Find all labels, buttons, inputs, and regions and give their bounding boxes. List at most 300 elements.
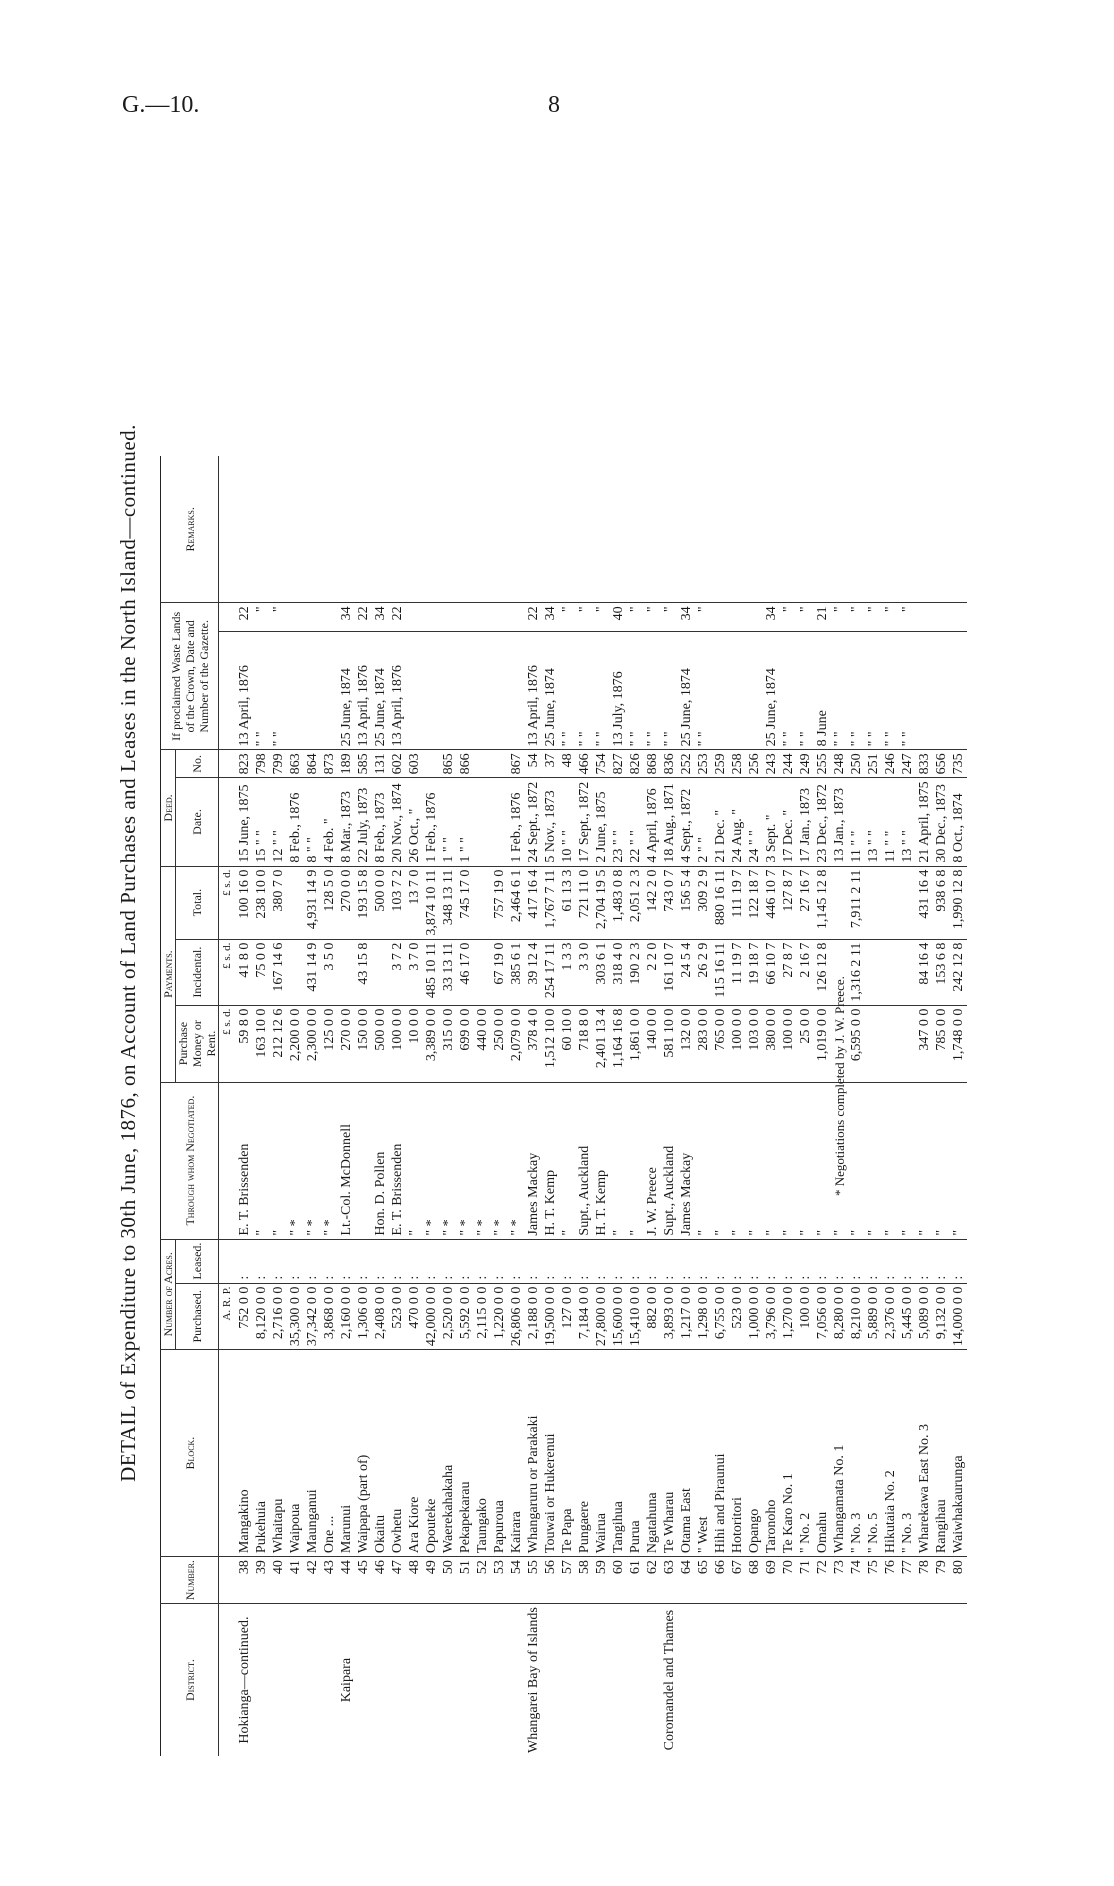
acres-leased-cell: : — [457, 1239, 474, 1283]
remarks-cell — [695, 456, 712, 603]
incidental-cell: 84 16 4 — [916, 939, 933, 1005]
block-cell: Whangaruru or Parakaki — [525, 1350, 542, 1557]
acres-leased-cell: : — [661, 1239, 678, 1283]
deed-no-cell: 865 — [440, 750, 457, 778]
gazette-no-cell — [950, 603, 967, 631]
number-cell: 45 — [355, 1557, 372, 1604]
incidental-cell: 242 12 8 — [950, 939, 967, 1005]
gazette-no-cell: " — [780, 603, 797, 631]
remarks-cell — [627, 456, 644, 603]
block-cell: Te Wharau — [661, 1350, 678, 1557]
through-cell: " — [950, 1082, 967, 1239]
purchase-money-cell — [882, 1005, 899, 1082]
purchase-money-cell: 270 0 0 — [338, 1005, 355, 1082]
gazette-no-cell — [933, 603, 950, 631]
acres-leased-cell: : — [491, 1239, 508, 1283]
table-row — [253, 456, 270, 1756]
block-cell: Touwai or Hukerenui — [542, 1350, 559, 1557]
remarks-cell — [338, 456, 355, 603]
district-cell — [899, 1604, 916, 1756]
through-cell — [355, 1082, 372, 1239]
gazette-date-cell — [746, 631, 763, 750]
incidental-cell: 19 18 7 — [746, 939, 763, 1005]
table-row — [423, 456, 440, 1756]
total-cell: 417 16 4 — [525, 866, 542, 939]
block-cell: Wharekawa East No. 3 — [916, 1350, 933, 1557]
gazette-no-cell — [916, 603, 933, 631]
acres-purchased-cell: 27,800 0 0 — [593, 1283, 610, 1350]
total-cell: 2,704 19 5 — [593, 866, 610, 939]
deed-no-cell: 836 — [661, 750, 678, 778]
gazette-date-cell: 25 June, 1874 — [763, 631, 780, 750]
units-total: £ s. d. — [219, 866, 237, 939]
acres-leased-cell: : — [576, 1239, 593, 1283]
through-cell: " — [831, 1082, 848, 1239]
table-title: DETAIL of Expenditure to 30th June, 1876, on Account of Land Purchases and Leases in the North Island—continued. — [116, 424, 140, 1482]
through-cell: " — [848, 1082, 865, 1239]
remarks-cell — [389, 456, 406, 603]
through-cell: " — [780, 1082, 797, 1239]
header-purchase-money: Purchase Money or Rent. — [176, 1005, 219, 1082]
acres-leased-cell: : — [627, 1239, 644, 1283]
through-cell: " — [933, 1082, 950, 1239]
number-cell: 64 — [678, 1557, 695, 1604]
total-cell: 2,464 6 1 — [508, 866, 525, 939]
block-cell: Hikutaia No. 2 — [882, 1350, 899, 1557]
gazette-date-cell: 25 June, 1874 — [678, 631, 695, 750]
deed-date-cell — [491, 778, 508, 866]
acres-leased-cell: : — [372, 1239, 389, 1283]
purchase-money-cell: 2,401 13 4 — [593, 1005, 610, 1082]
acres-purchased-cell: 3,868 0 0 — [321, 1283, 338, 1350]
gazette-no-cell: " — [270, 603, 287, 631]
acres-purchased-cell: 7,184 0 0 — [576, 1283, 593, 1350]
gazette-no-cell — [321, 603, 338, 631]
acres-leased-cell: : — [933, 1239, 950, 1283]
gazette-no-cell: " — [848, 603, 865, 631]
header-gazette: If proclaimed Waste Lands of the Crown, Date and Number of the Gazette. — [161, 603, 219, 750]
acres-leased-cell: : — [882, 1239, 899, 1283]
through-cell: " — [406, 1082, 423, 1239]
gazette-date-cell: " " — [253, 631, 270, 750]
acres-leased-cell: : — [287, 1239, 304, 1283]
gazette-no-cell: " — [644, 603, 661, 631]
number-cell: 65 — [695, 1557, 712, 1604]
total-cell: 745 17 0 — [457, 866, 474, 939]
through-cell: James Mackay — [678, 1082, 695, 1239]
acres-purchased-cell: 2,160 0 0 — [338, 1283, 355, 1350]
gazette-date-cell: " " — [270, 631, 287, 750]
district-cell — [865, 1604, 882, 1756]
gazette-date-cell — [491, 631, 508, 750]
gazette-no-cell — [729, 603, 746, 631]
remarks-cell — [253, 456, 270, 603]
number-cell: 58 — [576, 1557, 593, 1604]
acres-purchased-cell: 1,306 0 0 — [355, 1283, 372, 1350]
incidental-cell: 66 10 7 — [763, 939, 780, 1005]
acres-purchased-cell: 882 0 0 — [644, 1283, 661, 1350]
acres-leased-cell: : — [355, 1239, 372, 1283]
through-cell: Lt.-Col. McDonnell — [338, 1082, 355, 1239]
district-cell — [287, 1604, 304, 1756]
remarks-cell — [593, 456, 610, 603]
purchase-money-cell: 440 0 0 — [474, 1005, 491, 1082]
remarks-cell — [865, 456, 882, 603]
acres-purchased-cell: 2,716 0 0 — [270, 1283, 287, 1350]
block-cell: Te Karo No. 1 — [780, 1350, 797, 1557]
acres-purchased-cell: 3,893 0 0 — [661, 1283, 678, 1350]
acres-leased-cell: : — [559, 1239, 576, 1283]
total-cell: 1,767 7 11 — [542, 866, 559, 939]
total-cell: 2,051 2 3 — [627, 866, 644, 939]
total-cell: 500 0 0 — [372, 866, 389, 939]
district-cell — [746, 1604, 763, 1756]
through-cell: Supt., Auckland — [661, 1082, 678, 1239]
incidental-cell: 3 5 0 — [321, 939, 338, 1005]
remarks-cell — [287, 456, 304, 603]
deed-no-cell: 189 — [338, 750, 355, 778]
acres-purchased-cell: 1,298 0 0 — [695, 1283, 712, 1350]
deed-date-cell: 30 Dec., 1873 — [933, 778, 950, 866]
total-cell: 380 7 0 — [270, 866, 287, 939]
deed-date-cell: 20 Nov., 1874 — [389, 778, 406, 866]
gazette-no-cell — [508, 603, 525, 631]
district-cell — [644, 1604, 661, 1756]
acres-leased-cell: : — [338, 1239, 355, 1283]
deed-no-cell: 656 — [933, 750, 950, 778]
incidental-cell — [882, 939, 899, 1005]
total-cell: 122 18 7 — [746, 866, 763, 939]
purchase-money-cell: 59 8 0 — [236, 1005, 253, 1082]
block-cell: Waipapa (part of) — [355, 1350, 372, 1557]
district-cell — [933, 1604, 950, 1756]
remarks-cell — [576, 456, 593, 603]
header-deed: Deed. — [161, 750, 176, 866]
gazette-no-cell: 34 — [678, 603, 695, 631]
deed-date-cell: 11 " " — [882, 778, 899, 866]
table-row — [746, 456, 763, 1756]
district-cell: Kaipara — [338, 1604, 355, 1756]
deed-no-cell: 251 — [865, 750, 882, 778]
remarks-cell — [304, 456, 321, 603]
remarks-cell — [644, 456, 661, 603]
deed-date-cell: 5 Nov., 1873 — [542, 778, 559, 866]
acres-leased-cell: : — [644, 1239, 661, 1283]
incidental-cell: 431 14 9 — [304, 939, 321, 1005]
gazette-no-cell — [287, 603, 304, 631]
deed-no-cell: 873 — [321, 750, 338, 778]
through-cell: James Mackay — [525, 1082, 542, 1239]
through-cell: " * — [457, 1082, 474, 1239]
gazette-date-cell: 25 June, 1874 — [542, 631, 559, 750]
table-row — [440, 456, 457, 1756]
gazette-date-cell: " " — [644, 631, 661, 750]
acres-purchased-cell: 2,188 0 0 — [525, 1283, 542, 1350]
table-row — [372, 456, 389, 1756]
number-cell: 69 — [763, 1557, 780, 1604]
total-cell: 61 13 3 — [559, 866, 576, 939]
deed-no-cell: 259 — [712, 750, 729, 778]
acres-leased-cell: : — [797, 1239, 814, 1283]
gazette-date-cell: 13 April, 1876 — [355, 631, 372, 750]
acres-purchased-cell: 42,000 0 0 — [423, 1283, 440, 1350]
deed-date-cell: 17 Dec. " — [780, 778, 797, 866]
through-cell: " — [610, 1082, 627, 1239]
table-row — [593, 456, 610, 1756]
gazette-no-cell: 34 — [338, 603, 355, 631]
block-cell: Omahu — [814, 1350, 831, 1557]
gazette-no-cell: 34 — [763, 603, 780, 631]
district-cell — [491, 1604, 508, 1756]
block-cell: Waiwhakaurunga — [950, 1350, 967, 1557]
gazette-date-cell — [508, 631, 525, 750]
deed-no-cell — [491, 750, 508, 778]
block-cell: " No. 3 — [899, 1350, 916, 1557]
number-cell: 48 — [406, 1557, 423, 1604]
total-cell: 238 10 0 — [253, 866, 270, 939]
remarks-cell — [559, 456, 576, 603]
number-cell: 50 — [440, 1557, 457, 1604]
acres-leased-cell: : — [831, 1239, 848, 1283]
total-cell: 7,911 2 11 — [848, 866, 865, 939]
through-cell: " * — [321, 1082, 338, 1239]
gazette-no-cell: 21 — [814, 603, 831, 631]
number-cell: 57 — [559, 1557, 576, 1604]
incidental-cell: 2 16 7 — [797, 939, 814, 1005]
gazette-no-cell: 40 — [610, 603, 627, 631]
table-row — [338, 456, 355, 1756]
block-cell: Okaitu — [372, 1350, 389, 1557]
through-cell: " * — [287, 1082, 304, 1239]
gazette-date-cell — [729, 631, 746, 750]
number-cell: 46 — [372, 1557, 389, 1604]
page-header — [0, 92, 1114, 132]
acres-purchased-cell: 6,755 0 0 — [712, 1283, 729, 1350]
incidental-cell: 161 10 7 — [661, 939, 678, 1005]
acres-purchased-cell: 5,445 0 0 — [899, 1283, 916, 1350]
incidental-cell: 385 6 1 — [508, 939, 525, 1005]
district-cell — [406, 1604, 423, 1756]
incidental-cell: 2 2 0 — [644, 939, 661, 1005]
deed-no-cell: 249 — [797, 750, 814, 778]
deed-date-cell: 4 April, 1876 — [644, 778, 661, 866]
number-cell: 62 — [644, 1557, 661, 1604]
table-row — [491, 456, 508, 1756]
acres-purchased-cell: 2,376 0 0 — [882, 1283, 899, 1350]
purchase-money-cell: 60 10 0 — [559, 1005, 576, 1082]
block-cell: Ngatahuna — [644, 1350, 661, 1557]
acres-leased-cell: : — [695, 1239, 712, 1283]
deed-no-cell: 246 — [882, 750, 899, 778]
header-deed-no: No. — [176, 750, 219, 778]
block-cell: " No. 5 — [865, 1350, 882, 1557]
table-row — [950, 456, 967, 1756]
deed-date-cell: 11 " " — [848, 778, 865, 866]
deed-no-cell: 799 — [270, 750, 287, 778]
acres-leased-cell: : — [780, 1239, 797, 1283]
acres-leased-cell: : — [712, 1239, 729, 1283]
through-cell: " * — [508, 1082, 525, 1239]
total-cell: 309 2 9 — [695, 866, 712, 939]
deed-no-cell: 585 — [355, 750, 372, 778]
district-cell — [780, 1604, 797, 1756]
gazette-date-cell: " " — [576, 631, 593, 750]
district-cell — [610, 1604, 627, 1756]
table-row — [865, 456, 882, 1756]
remarks-cell — [270, 456, 287, 603]
deed-date-cell: 15 June, 1875 — [236, 778, 253, 866]
total-cell: 127 8 7 — [780, 866, 797, 939]
table-row — [287, 456, 304, 1756]
deed-no-cell: 735 — [950, 750, 967, 778]
acres-purchased-cell: 1,000 0 0 — [746, 1283, 763, 1350]
total-cell: 142 2 0 — [644, 866, 661, 939]
purchase-money-cell: 100 0 0 — [729, 1005, 746, 1082]
gazette-no-cell — [457, 603, 474, 631]
total-cell: 100 16 0 — [236, 866, 253, 939]
block-cell: Hihi and Piraunui — [712, 1350, 729, 1557]
incidental-cell: 43 15 8 — [355, 939, 372, 1005]
table-row — [678, 456, 695, 1756]
number-cell: 60 — [610, 1557, 627, 1604]
table-row — [916, 456, 933, 1756]
deed-date-cell: 24 Aug. " — [729, 778, 746, 866]
gazette-no-cell: " — [253, 603, 270, 631]
gazette-no-cell: " — [882, 603, 899, 631]
deed-no-cell — [423, 750, 440, 778]
acres-leased-cell: : — [304, 1239, 321, 1283]
incidental-cell: 3 7 2 — [389, 939, 406, 1005]
acres-purchased-cell: 15,410 0 0 — [627, 1283, 644, 1350]
deed-date-cell — [474, 778, 491, 866]
purchase-money-cell: 283 0 0 — [695, 1005, 712, 1082]
district-cell — [763, 1604, 780, 1756]
deed-no-cell: 244 — [780, 750, 797, 778]
block-cell: Tangihua — [610, 1350, 627, 1557]
purchase-money-cell: 718 8 0 — [576, 1005, 593, 1082]
deed-no-cell: 798 — [253, 750, 270, 778]
acres-leased-cell: : — [270, 1239, 287, 1283]
remarks-cell — [916, 456, 933, 603]
deed-no-cell: 252 — [678, 750, 695, 778]
deed-no-cell: 54 — [525, 750, 542, 778]
total-cell — [899, 866, 916, 939]
remarks-cell — [882, 456, 899, 603]
table-row — [661, 456, 678, 1756]
total-cell: 446 10 7 — [763, 866, 780, 939]
remarks-cell — [848, 456, 865, 603]
acres-purchased-cell: 100 0 0 — [797, 1283, 814, 1350]
gazette-date-cell — [457, 631, 474, 750]
remarks-cell — [474, 456, 491, 603]
purchase-money-cell: 10 0 0 — [406, 1005, 423, 1082]
deed-date-cell: 21 April, 1875 — [916, 778, 933, 866]
block-cell: Wairua — [593, 1350, 610, 1557]
table-row — [899, 456, 916, 1756]
gazette-no-cell: " — [559, 603, 576, 631]
remarks-cell — [712, 456, 729, 603]
total-cell: 111 19 7 — [729, 866, 746, 939]
total-cell: 1,990 12 8 — [950, 866, 967, 939]
number-cell: 49 — [423, 1557, 440, 1604]
purchase-money-cell: 765 0 0 — [712, 1005, 729, 1082]
table-row — [729, 456, 746, 1756]
deed-date-cell: 1 Feb., 1876 — [508, 778, 525, 866]
total-cell — [287, 866, 304, 939]
table-row — [576, 456, 593, 1756]
deed-no-cell: 866 — [457, 750, 474, 778]
table-row — [695, 456, 712, 1756]
remarks-cell — [542, 456, 559, 603]
number-cell: 51 — [457, 1557, 474, 1604]
deed-no-cell: 255 — [814, 750, 831, 778]
through-cell: " — [253, 1082, 270, 1239]
district-cell — [797, 1604, 814, 1756]
remarks-cell — [457, 456, 474, 603]
header-payments: Payments. — [161, 866, 176, 1082]
incidental-cell — [372, 939, 389, 1005]
district-cell — [950, 1604, 967, 1756]
through-cell: E. T. Brissenden — [389, 1082, 406, 1239]
district-cell — [678, 1604, 695, 1756]
gazette-date-cell: 13 April, 1876 — [236, 631, 253, 750]
block-cell: Pekapekarau — [457, 1350, 474, 1557]
gazette-date-cell — [406, 631, 423, 750]
gazette-date-cell — [916, 631, 933, 750]
table-row — [814, 456, 831, 1756]
number-cell: 53 — [491, 1557, 508, 1604]
acres-purchased-cell: 523 0 0 — [389, 1283, 406, 1350]
district-cell — [729, 1604, 746, 1756]
block-cell: Pukehuia — [253, 1350, 270, 1557]
through-cell: " * — [474, 1082, 491, 1239]
purchase-money-cell: 785 0 0 — [933, 1005, 950, 1082]
number-cell: 79 — [933, 1557, 950, 1604]
table-row — [763, 456, 780, 1756]
acres-purchased-cell: 2,520 0 0 — [440, 1283, 457, 1350]
table-row — [457, 456, 474, 1756]
deed-date-cell: 22 July, 1873 — [355, 778, 372, 866]
acres-leased-cell: : — [474, 1239, 491, 1283]
number-cell: 77 — [899, 1557, 916, 1604]
deed-no-cell: 868 — [644, 750, 661, 778]
acres-leased-cell: : — [950, 1239, 967, 1283]
page-number: 8 — [548, 92, 560, 118]
acres-leased-cell: : — [814, 1239, 831, 1283]
number-cell: 71 — [797, 1557, 814, 1604]
gazette-no-cell: " — [797, 603, 814, 631]
number-cell: 42 — [304, 1557, 321, 1604]
acres-leased-cell: : — [678, 1239, 695, 1283]
acres-leased-cell: : — [916, 1239, 933, 1283]
gazette-date-cell: " " — [865, 631, 882, 750]
incidental-cell: 318 4 0 — [610, 939, 627, 1005]
incidental-cell: 167 14 6 — [270, 939, 287, 1005]
table-row — [304, 456, 321, 1756]
block-cell: Marunui — [338, 1350, 355, 1557]
through-cell: " — [695, 1082, 712, 1239]
purchase-money-cell: 1,019 0 0 — [814, 1005, 831, 1082]
gazette-no-cell — [423, 603, 440, 631]
gazette-no-cell: 22 — [525, 603, 542, 631]
deed-no-cell: 823 — [236, 750, 253, 778]
through-cell: " — [712, 1082, 729, 1239]
acres-leased-cell: : — [593, 1239, 610, 1283]
deed-date-cell: 13 " " — [865, 778, 882, 866]
block-cell: Owhetu — [389, 1350, 406, 1557]
district-cell — [508, 1604, 525, 1756]
through-cell: " * — [491, 1082, 508, 1239]
